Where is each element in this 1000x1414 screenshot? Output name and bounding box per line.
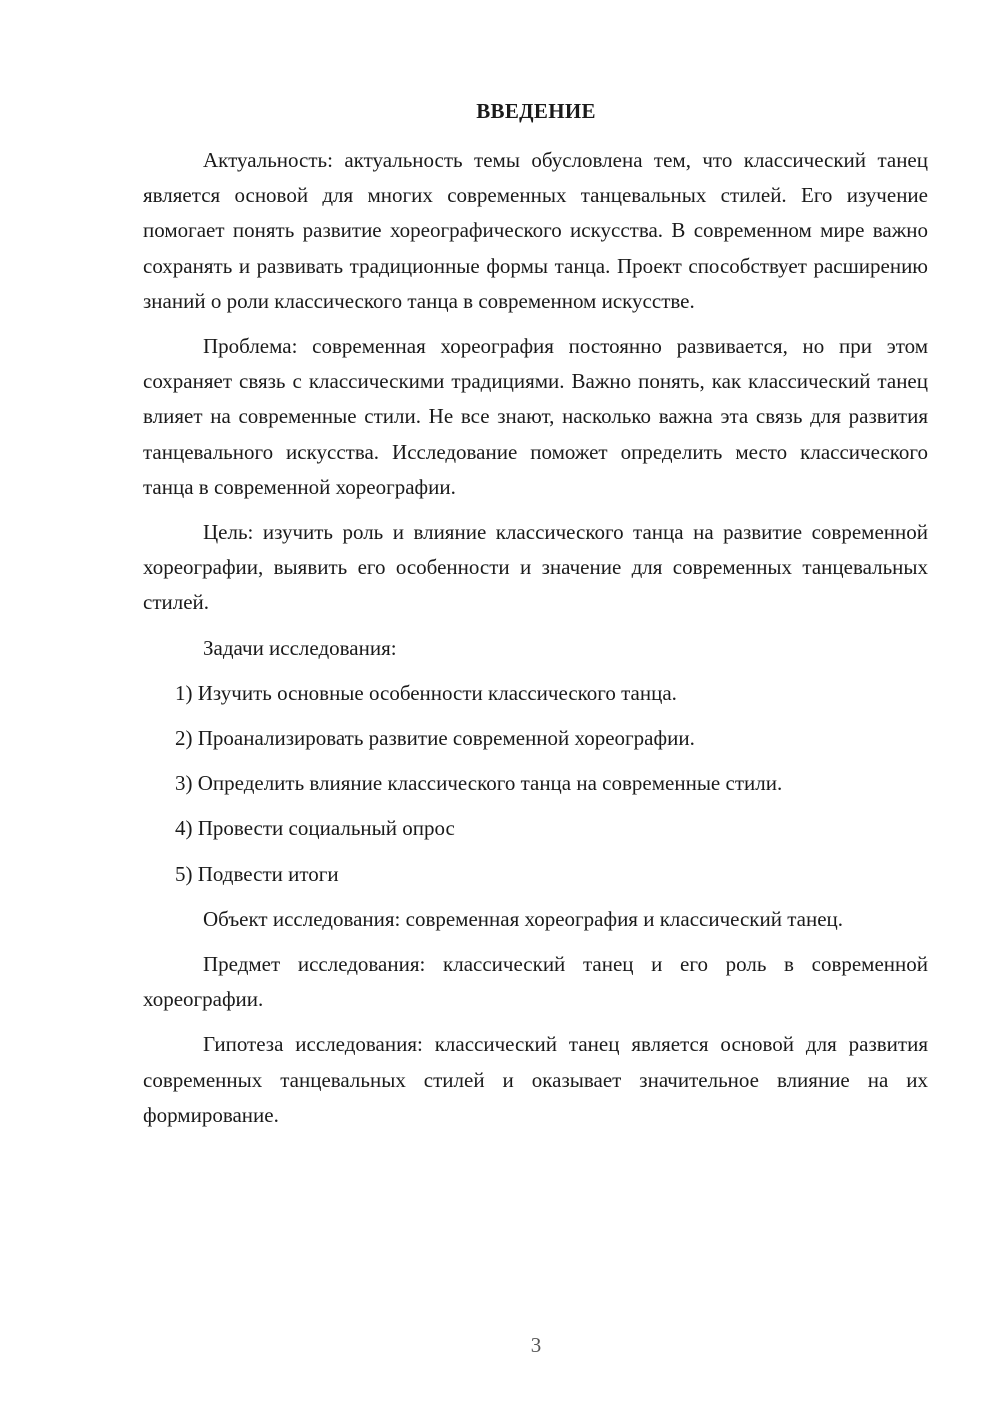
document-body (143, 143, 928, 1143)
task-item-4: 4) Провести социальный опрос (175, 816, 455, 841)
problem-paragraph: Проблема: современная хореография постоянно развивается, но при этом сохраняет связь с классическими традициями. Важно понять, как классический танец влияет на современные стили. Не все знают, насколько важна эта связь для развития танцевального искусства. Исследование поможет определить место классического танца в современной хореографии. (143, 334, 928, 499)
page-number: 3 (530, 1333, 542, 1357)
task-item-2: 2) Проанализировать развитие современной хореографии. (175, 726, 695, 751)
task-item-5: 5) Подвести итоги (175, 861, 339, 886)
subject-paragraph: Предмет исследования: классический танец и его роль в современной хореографии. (143, 952, 928, 1012)
document-heading: ВВЕДЕНИЕ (476, 99, 596, 123)
object-paragraph: Объект исследования: современная хореография и классический танец. (203, 906, 844, 931)
task-item-1: 1) Изучить основные особенности классического танца. (175, 680, 677, 705)
hypothesis-paragraph: Гипотеза исследования: классический танец является основой для развития современных танцевальных стилей и оказывает значительное влияние на их формирование. (143, 1032, 928, 1127)
tasks-list (143, 676, 928, 892)
relevance-paragraph: Актуальность: актуальность темы обусловлена тем, что классический танец является основой для многих современных танцевальных стилей. Его изучение помогает понять развитие хореографического искусства. В современном мире важно сохранять и развивать традиционные формы танца. Проект способствует расширению знаний о роли классического танца в современном искусстве. (143, 148, 928, 313)
goal-paragraph: Цель: изучить роль и влияние классического танца на развитие современной хореографии, выявить его особенности и значение для современных танцевальных стилей. (143, 520, 928, 615)
task-item-3: 3) Определить влияние классического танца на современные стили. (175, 771, 783, 796)
tasks-heading: Задачи исследования: (203, 635, 397, 660)
